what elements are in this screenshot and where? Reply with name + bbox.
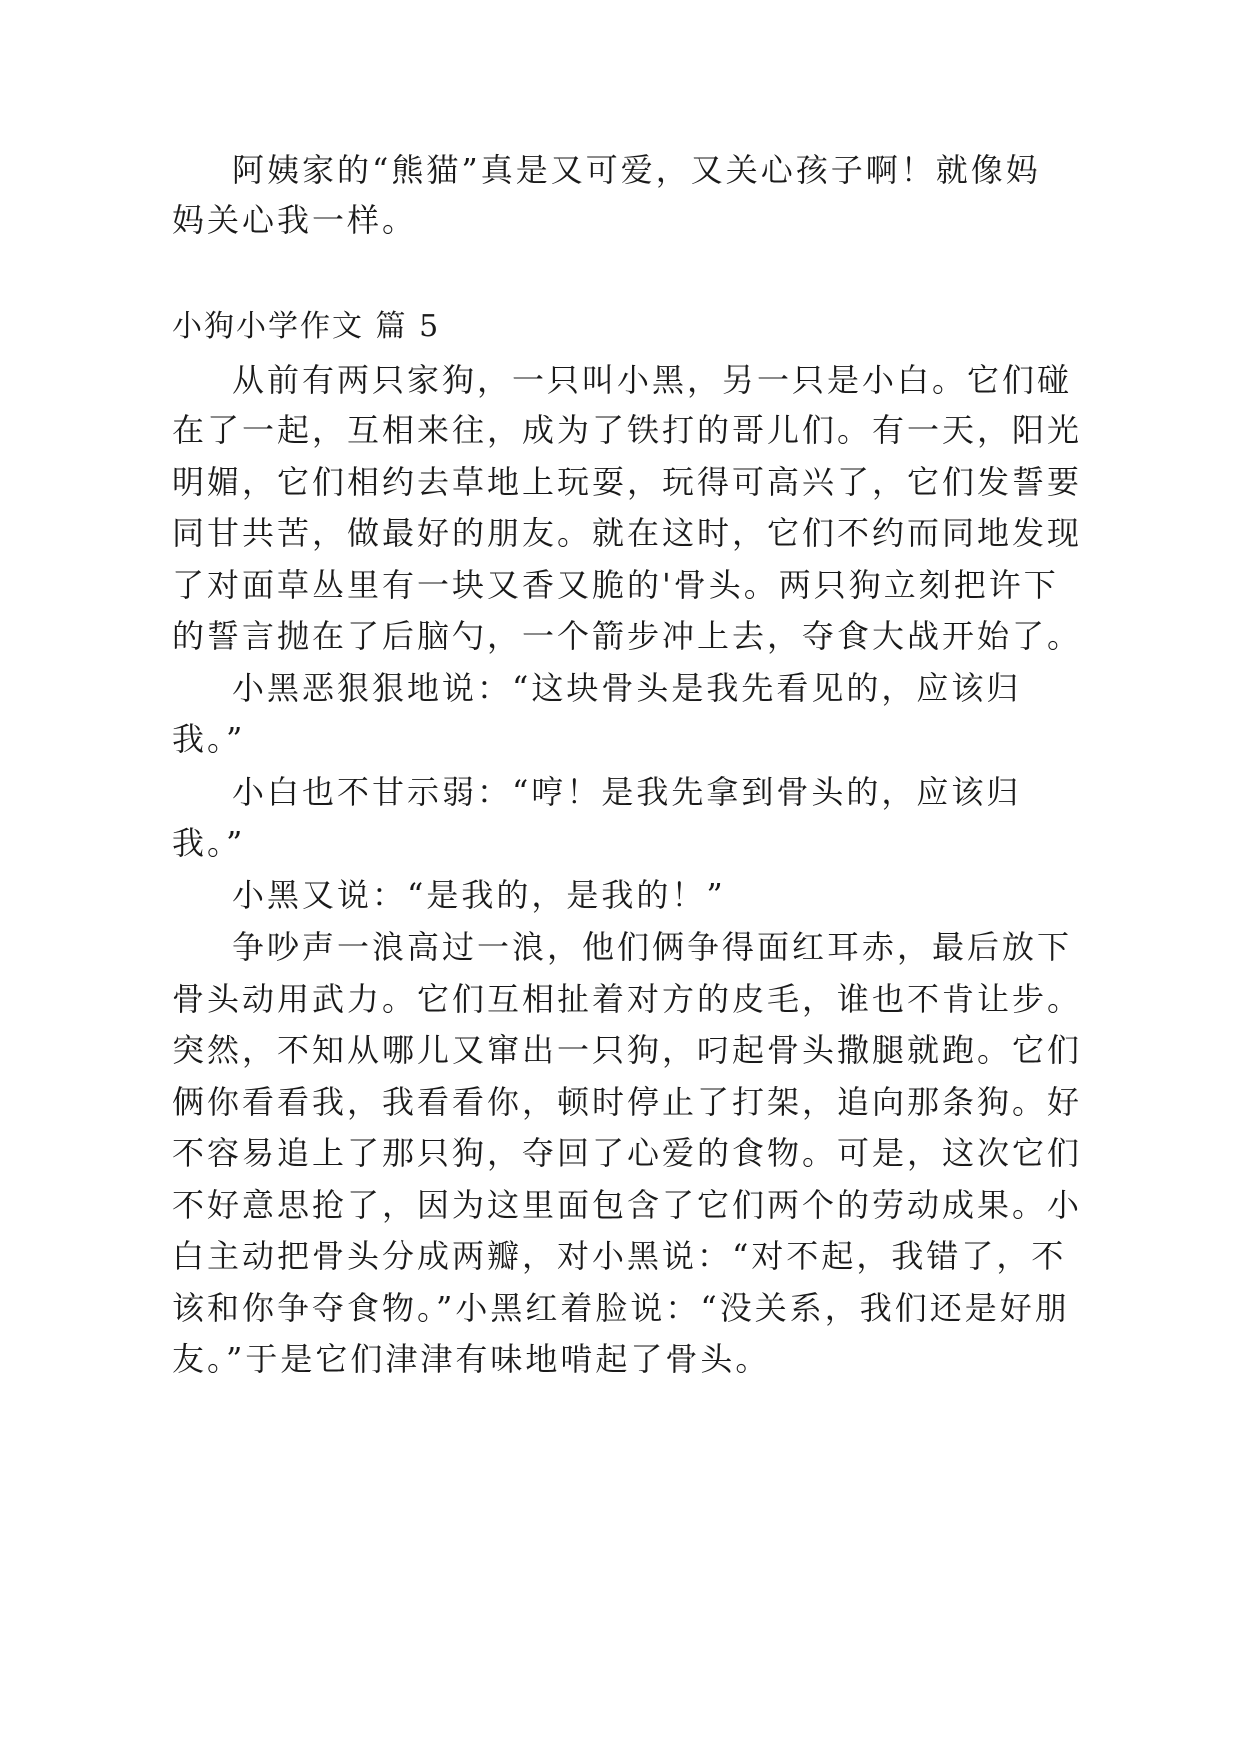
dialogue-line: 我。”	[172, 824, 246, 862]
body-line: 不好意思抢了，因为这里面包含了它们两个的劳动成果。小	[172, 1186, 1083, 1224]
dialogue-line: 小白也不甘示弱：“哼！是我先拿到骨头的，应该归	[232, 773, 1022, 811]
body-line: 不容易追上了那只狗，夺回了心爱的食物。可是，这次它们	[172, 1134, 1083, 1172]
body-line: 该和你争夺食物。”小黑红着脸说：“没关系，我们还是好朋	[172, 1289, 1070, 1327]
dialogue-line: 小黑又说：“是我的，是我的！”	[232, 876, 726, 914]
body-line: 了对面草丛里有一块又香又脆的'骨头。两只狗立刻把许下	[172, 566, 1059, 604]
dialogue-line: 我。”	[172, 720, 246, 758]
body-line: 同甘共苦，做最好的朋友。就在这时，它们不约而同地发现	[172, 514, 1083, 552]
intro-line-2: 妈关心我一样。	[172, 201, 418, 239]
body-line: 的誓言抛在了后脑勺，一个箭步冲上去，夺食大战开始了。	[172, 617, 1083, 655]
body-line: 白主动把骨头分成两瓣，对小黑说：“对不起，我错了，不	[172, 1237, 1067, 1275]
body-line: 俩你看看我，我看看你，顿时停止了打架，追向那条狗。好	[172, 1083, 1083, 1121]
body-line: 突然，不知从哪儿又窜出一只狗，叼起骨头撒腿就跑。它们	[172, 1031, 1083, 1069]
intro-line-1: 阿姨家的“熊猫”真是又可爱，又关心孩子啊！就像妈	[232, 151, 1041, 189]
body-line: 从前有两只家狗，一只叫小黑，另一只是小白。它们碰	[232, 361, 1073, 399]
body-line: 在了一起，互相来往，成为了铁打的哥儿们。有一天，阳光	[172, 411, 1083, 449]
body-line: 争吵声一浪高过一浪，他们俩争得面红耳赤，最后放下	[232, 928, 1073, 966]
section-title: 小狗小学作文 篇 5	[172, 309, 441, 344]
body-line: 友。”于是它们津津有味地啃起了骨头。	[172, 1340, 771, 1378]
dialogue-line: 小黑恶狠狠地说：“这块骨头是我先看见的，应该归	[232, 669, 1022, 707]
body-line: 骨头动用武力。它们互相扯着对方的皮毛，谁也不肯让步。	[172, 980, 1083, 1018]
body-line: 明媚，它们相约去草地上玩耍，玩得可高兴了，它们发誓要	[172, 463, 1083, 501]
